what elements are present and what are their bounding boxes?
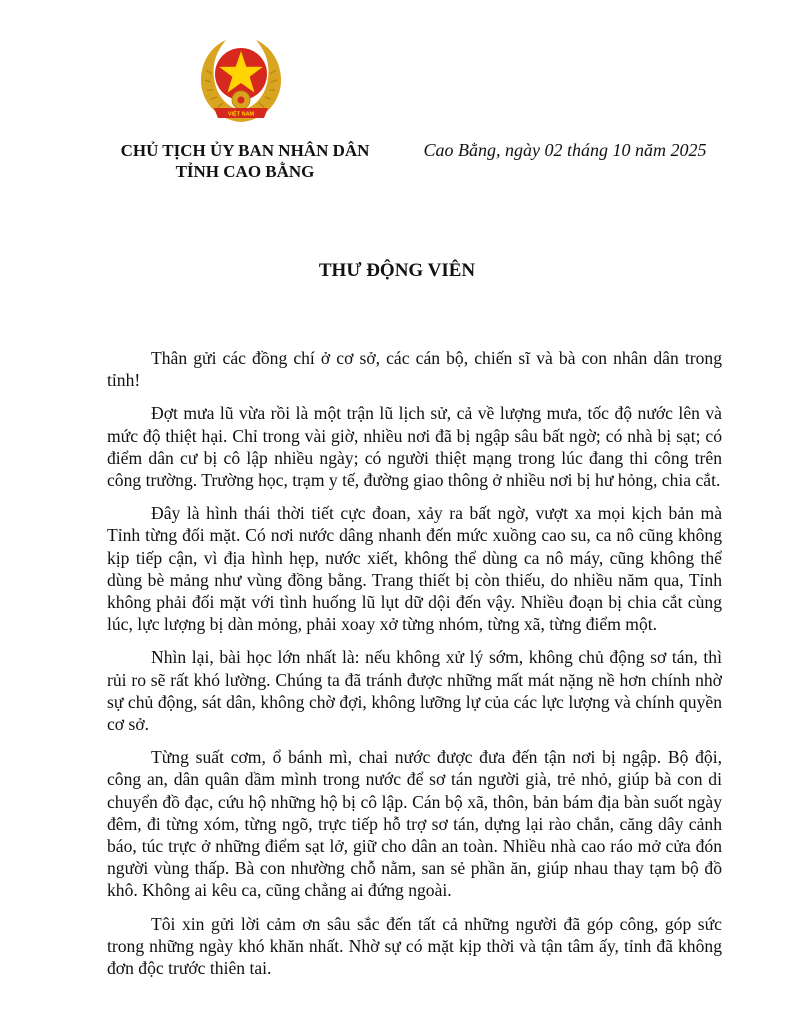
body-paragraph: Nhìn lại, bài học lớn nhất là: nếu không xử lý sớm, không chủ động sơ tán, thì rủi ro sẽ rất khó lường. Chúng ta đã tránh được những mất mát nặng nề hơn chính nhờ sự chủ động, sát dân, không chờ đợi, không lưỡng lự của các lực lượng và chính quyền cơ sở. xyxy=(107,647,722,735)
body-paragraph: Tôi xin gửi lời cảm ơn sâu sắc đến tất cả những người đã góp công, góp sức trong những ngày khó khăn nhất. Nhờ sự có mặt kịp thời và tận tâm ấy, tỉnh đã không đơn độc trước thiên tai. xyxy=(107,913,722,979)
issuing-authority xyxy=(110,140,380,182)
salutation-paragraph: Thân gửi các đồng chí ở cơ sở, các cán bộ, chiến sĩ và bà con nhân dân trong tỉnh! xyxy=(107,348,722,391)
svg-text:VIỆT NAM: VIỆT NAM xyxy=(227,111,255,118)
national-emblem-icon xyxy=(196,34,286,126)
body-paragraph: Từng suất cơm, ổ bánh mì, chai nước được đưa đến tận nơi bị ngập. Bộ đội, công an, dân quân dầm mình trong nước để sơ tán người già, trẻ nhỏ, giúp bà con di chuyển đồ đạc, cứu hộ những hộ bị cô lập. Cán bộ xã, thôn, bản bám địa bàn suốt ngày đêm, đi từng xóm, từng ngõ, trực tiếp hỗ trợ sơ tán, dựng lại rào chắn, căng dây cảnh báo, túc trực ở những điểm sạt lở, giữ cho dân an toàn. Nhiều nhà cao ráo mở cửa đón người vùng thấp. Bà con nhường chỗ nằm, san sẻ phần ăn, giúp nhau thay tạm bộ đồ khô. Không ai kêu ca, cũng chẳng ai đứng ngoài. xyxy=(107,747,722,901)
dateline: Cao Bằng, ngày 02 tháng 10 năm 2025 xyxy=(423,140,707,160)
body-paragraph: Đợt mưa lũ vừa rồi là một trận lũ lịch sử, cả về lượng mưa, tốc độ nước lên và mức độ thiệt hại. Chỉ trong vài giờ, nhiều nơi đã bị ngập sâu bất ngờ; có nhà bị sạt; có điểm dân cư bị cô lập nhiều ngày; có người thiệt mạng trong lúc đang thi công trên công trường. Trường học, trạm y tế, đường giao thông ở nhiều nơi bị hư hỏng, chia cắt. xyxy=(107,403,722,491)
letter-body xyxy=(107,347,722,990)
document-title: THƯ ĐỘNG VIÊN xyxy=(318,260,476,281)
body-paragraph: Đây là hình thái thời tiết cực đoan, xảy ra bất ngờ, vượt xa mọi kịch bản mà Tỉnh từng đối mặt. Có nơi nước dâng nhanh đến mức xuồng cao su, ca nô cũng không kịp tiếp cận, vì địa hình hẹp, nước xiết, không thể dùng ca nô máy, cũng không thể dùng bè mảng như vùng đồng bằng. Trang thiết bị còn thiếu, do nhiều năm qua, Tỉnh không phải đối mặt với tình huống lũ lụt dữ dội đến vậy. Nhiều đoạn bị chia cắt cùng lúc, lực lượng bị dàn mỏng, phải xoay xở từng nhóm, từng xã, từng điểm một. xyxy=(107,503,722,635)
authority-province: TỈNH CAO BẰNG xyxy=(175,162,315,181)
authority-title: CHỦ TỊCH ỦY BAN NHÂN DÂN xyxy=(120,141,370,160)
